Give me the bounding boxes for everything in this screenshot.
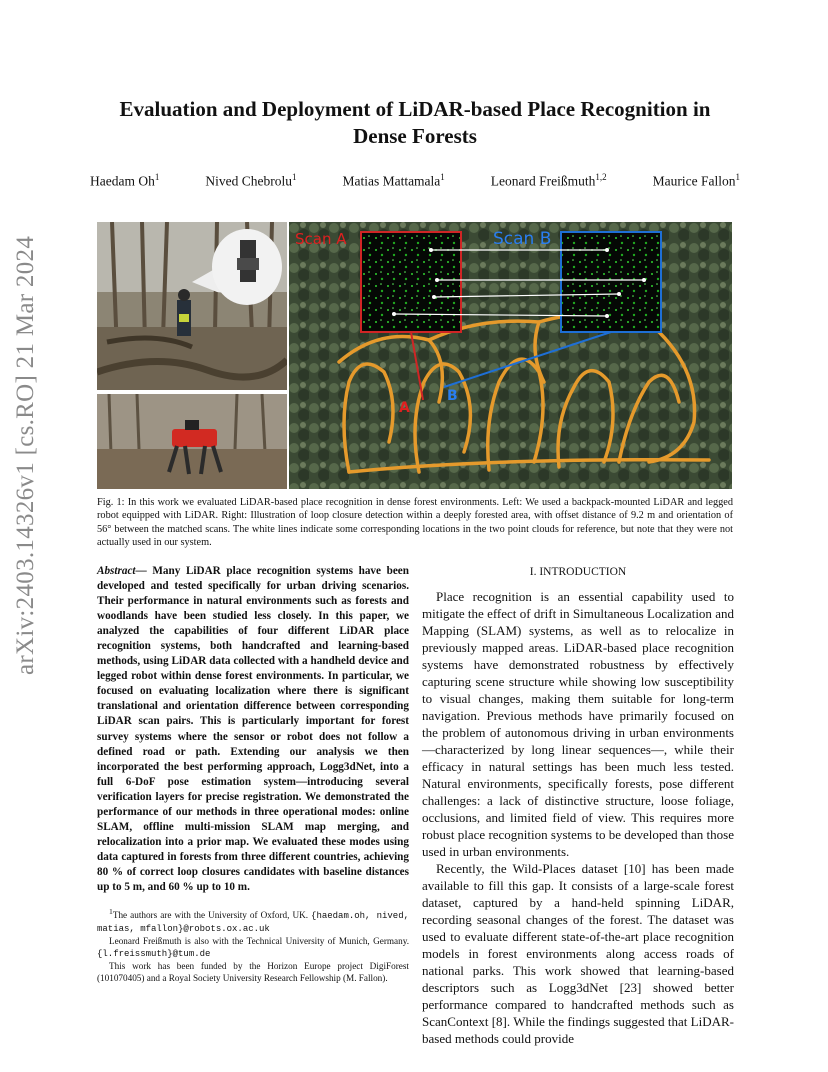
author: [90, 172, 159, 190]
section-heading: I. INTRODUCTION: [529, 566, 627, 578]
scan-a-label: Scan A: [295, 230, 347, 248]
footnote-text: Leonard Freißmuth is also with the Technical University of Munich, Germany.: [109, 936, 409, 947]
author-name: Leonard Freißmuth: [490, 173, 596, 189]
footnote-funding: This work has been funded by the Horizon Europe project DigiForest (101070405) and a Royal Society University Research Fellowship (M. Fallon).: [97, 961, 409, 984]
paragraph: Recently, the Wild-Places dataset [10] has been made available to fill this gap. It consists of a large-scale forest dataset, captured by a hand-held spinning LiDAR, recording seasonal changes of the forest. The dataset was used to evaluate different state-of-the-art place recognition models in forest environments along access roads of national parks. This work showed that learning-based descriptors such as Logg3dNet [23] showed better performance compared to handcrafted methods such as ScanContext [8]. While the findings suggested that LiDAR-based methods could provide: [422, 861, 734, 1046]
footnote-affiliation: [97, 906, 409, 935]
abstract-lead: Abstract: [97, 565, 136, 577]
abstract: [97, 564, 409, 895]
author-affiliation: 1: [735, 172, 740, 182]
author-list: [90, 172, 740, 190]
footnote-email: {haedam.oh, nived, matias, mfallon}@robots.ox.ac.uk: [97, 911, 409, 935]
introduction-body: [422, 588, 734, 1047]
author-affiliation: 1,2: [595, 172, 607, 182]
author-name: Maurice Fallon: [652, 173, 736, 189]
author-name: Haedam Oh: [90, 173, 155, 189]
author-affiliation: 1: [291, 172, 297, 182]
backpack-lidar-photo: [97, 222, 287, 390]
paper-title: Evaluation and Deployment of LiDAR-based Place Recognition in Dense Forests: [119, 97, 711, 148]
author-affiliation: 1: [440, 172, 445, 182]
abstract-text: — Many LiDAR place recognition systems have been developed and tested specifically for urban driving scenarios. Their performance in natural environments such as forests and woodlands have been studied less closely. In this paper, we analyzed the capabilities of four different LiDAR place recognition systems, both handcrafted and learning-based methods, using LiDAR data collected with a handheld device and legged robot within dense forest environments. In particular, we focused on evaluating localization where there is significant translational and orientation difference between corresponding LiDAR scan pairs. This is particularly important for forest survey systems where the sensor or robot does not follow a defined road or path. Extending our analysis we then incorporated the best performing approach, Logg3dNet, into a full 6-DoF pose estimation system—introducing several verification layers for precise registration. We demonstrated the performance of our methods in three operational modes: online SLAM, offline multi-mission SLAM map merging, and relocalization into a prior map. We evaluated these modes using data captured in forests from three different countries, achieving 80 % of correct loop closures candidates with baseline distances up to 5 m, and 60 % up to 10 m.: [97, 565, 409, 893]
paragraph: Place recognition is an essential capability used to mitigate the effect of drift in Simultaneous Localization and Mapping (SLAM) systems, as well as to relocalize in previously mapped areas. LiDAR-based place recognition systems have demonstrated robustness by effectively capturing scene structure while showing low susceptibility to visual changes, making them suitable for long-term navigation. Previous methods have primarily focused on the problem of autonomous driving in urban environments—characterized by long linear sequences—, while their efficacy in natural settings has been much less tested. Natural environments, specifically forests, pose different challenges: a lack of distinctive structure, loose foliage, occlusions, and limited field of view. This requires more robust place recognition systems to be developed than those used in urban environments.: [422, 589, 734, 859]
marker-a-label: A: [399, 400, 410, 416]
footnote-tum: [97, 935, 409, 960]
author: [653, 172, 740, 190]
figure-1: [97, 222, 732, 489]
footnote-text: The authors are with the University of Oxford, UK.: [112, 910, 312, 921]
footnote-marker: 1: [109, 907, 113, 916]
author-name: Nived Chebrolu: [205, 173, 292, 189]
footnote-email: {l.freissmuth}@tum.de: [97, 949, 211, 960]
marker-b-label: B: [447, 388, 458, 404]
author: [491, 172, 607, 190]
arxiv-identifier: arXiv:2403.14326v1 [cs.RO] 21 Mar 2024: [12, 235, 39, 675]
loop-closure-illustration: [289, 222, 732, 489]
author: [342, 172, 444, 190]
author: [205, 172, 296, 190]
figure-caption: Fig. 1: In this work we evaluated LiDAR-based place recognition in dense forest environments. Left: We used a backpack-mounted LiDAR and legged robot equipped with LiDAR. Right: Illustration of loop closure detection within a deeply forested area, with offset distance of 9.2 m and orientation of 56° between the matched scans. The white lines indicate some corresponding locations in the two point clouds for reference, but note that they were not actually used in our system.: [97, 497, 733, 549]
legged-robot-photo: [97, 394, 287, 489]
scan-b-label: Scan B: [493, 229, 552, 249]
author-affiliation: 1: [154, 172, 160, 182]
author-name: Matias Mattamala: [342, 173, 441, 189]
footnotes: [97, 906, 409, 984]
